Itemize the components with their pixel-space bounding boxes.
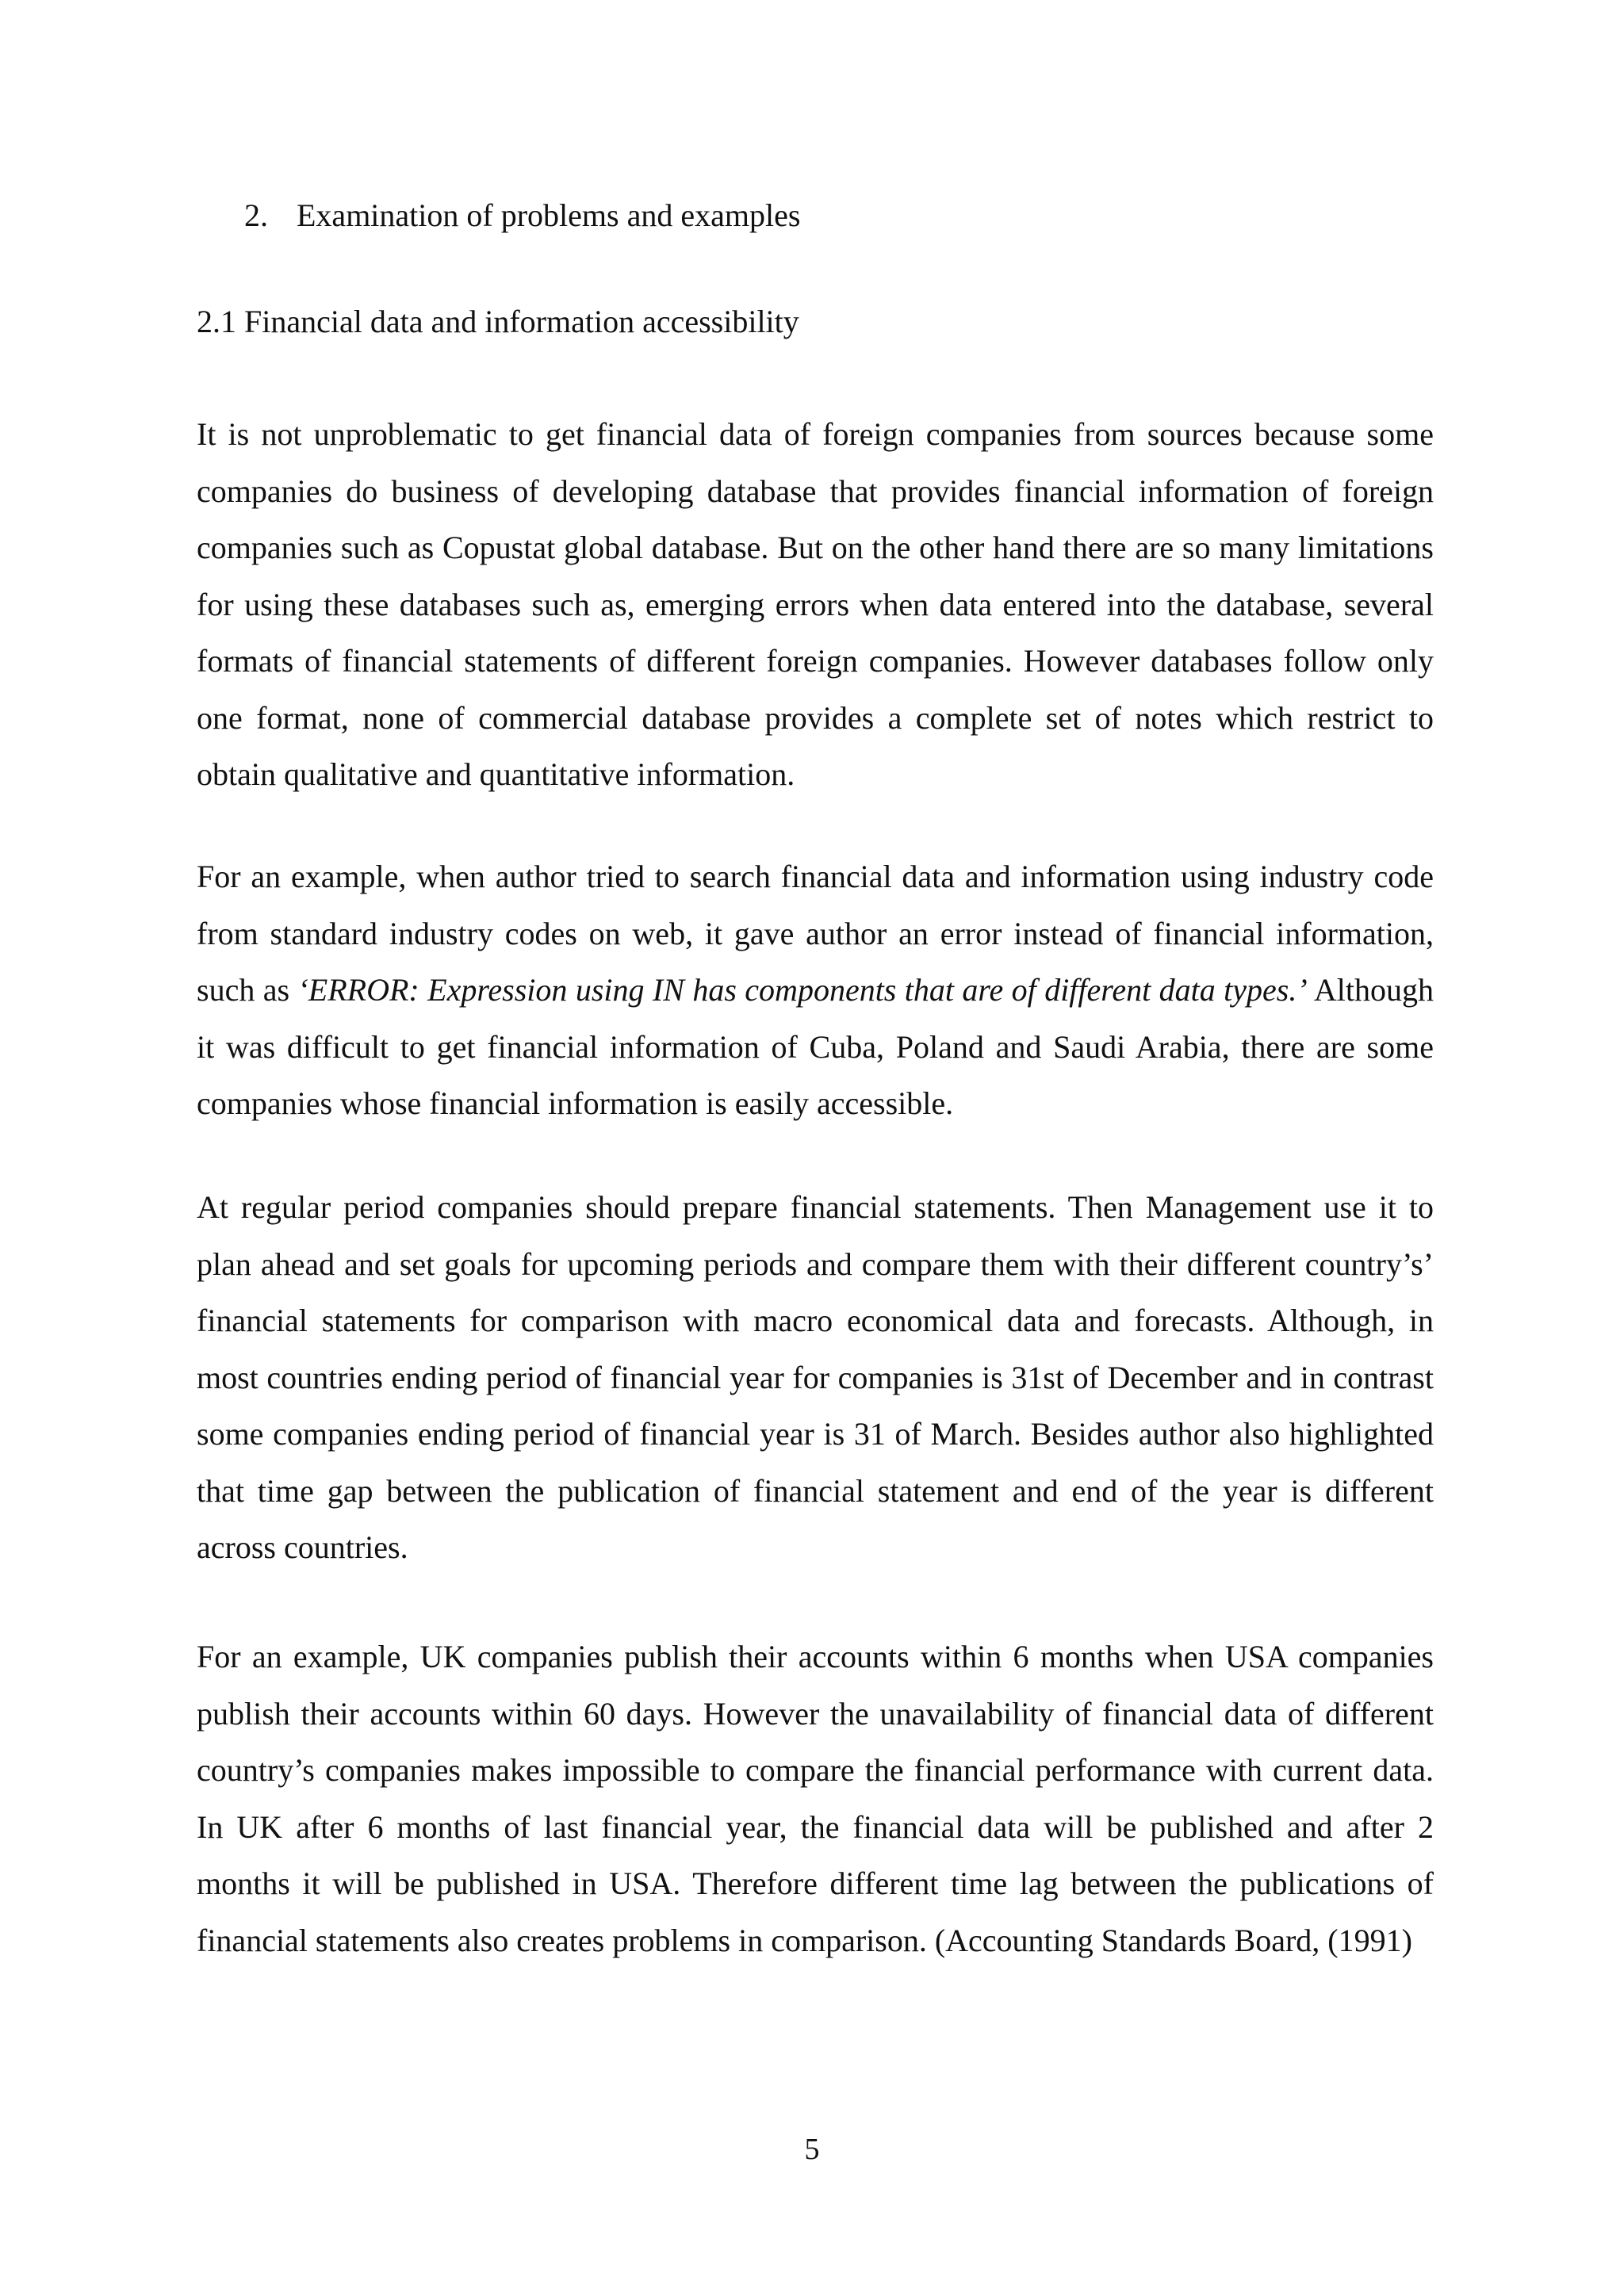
paragraph-financial-statements: At regular period companies should prepare financial statements. Then Management use it to plan ahead and set goals for upcoming periods and compare them with their different country’s’ financial statements for comparison with macro economical data and forecasts. Although, in most countries ending period of financial year for companies is 31st of December and in contrast some companies ending period of financial year is 31 of March. Besides author also highlighted that time gap between the publication of financial statement and end of the year is different across countries. [197,1189,1434,1565]
section-heading [244,193,800,238]
paragraph-search-intro: For an example, when author tried to search financial data and information using industry code from standard industry codes on web, it gave author an error instead of financial information, such as [197,859,1434,1008]
paragraph-search-rest: Although it was difficult to get financial information of Cuba, Poland and Saudi Arabia, there are some companies whose financial information is easily accessible. [197,972,1434,1121]
section-title: Examination of problems and examples [297,197,801,233]
subsection-heading: 2.1 Financial data and information accessibility [197,304,799,339]
paragraph-data-accessibility: It is not unproblematic to get financial data of foreign companies from sources because some companies do business of developing database that provides financial information of foreign companies such as Copustat global database. But on the other hand there are so many limitations for using these databases such as, emerging errors when data entered into the database, several formats of financial statements of different foreign companies. However databases follow only one format, none of commercial database provides a complete set of notes which restrict to obtain qualitative and quantitative information. [197,416,1434,792]
error-message-quote: ‘ERROR: Expression using IN has components that are of different data types.’ [297,972,1308,1008]
section-number: 2. [244,197,268,233]
paragraph-search-example [197,848,1434,1132]
paragraph-uk-usa-example: For an example, UK companies publish their accounts within 6 months when USA companies publish their accounts within 60 days. However the unavailability of financial data of different country’s companies makes impossible to compare the financial performance with current data. In UK after 6 months of last financial year, the financial data will be published and after 2 months it will be published in USA. Therefore different time lag between the publications of financial statements also creates problems in comparison. (Accounting Standards Board, (1991) [197,1639,1434,1958]
page-number: 5 [804,2133,820,2166]
